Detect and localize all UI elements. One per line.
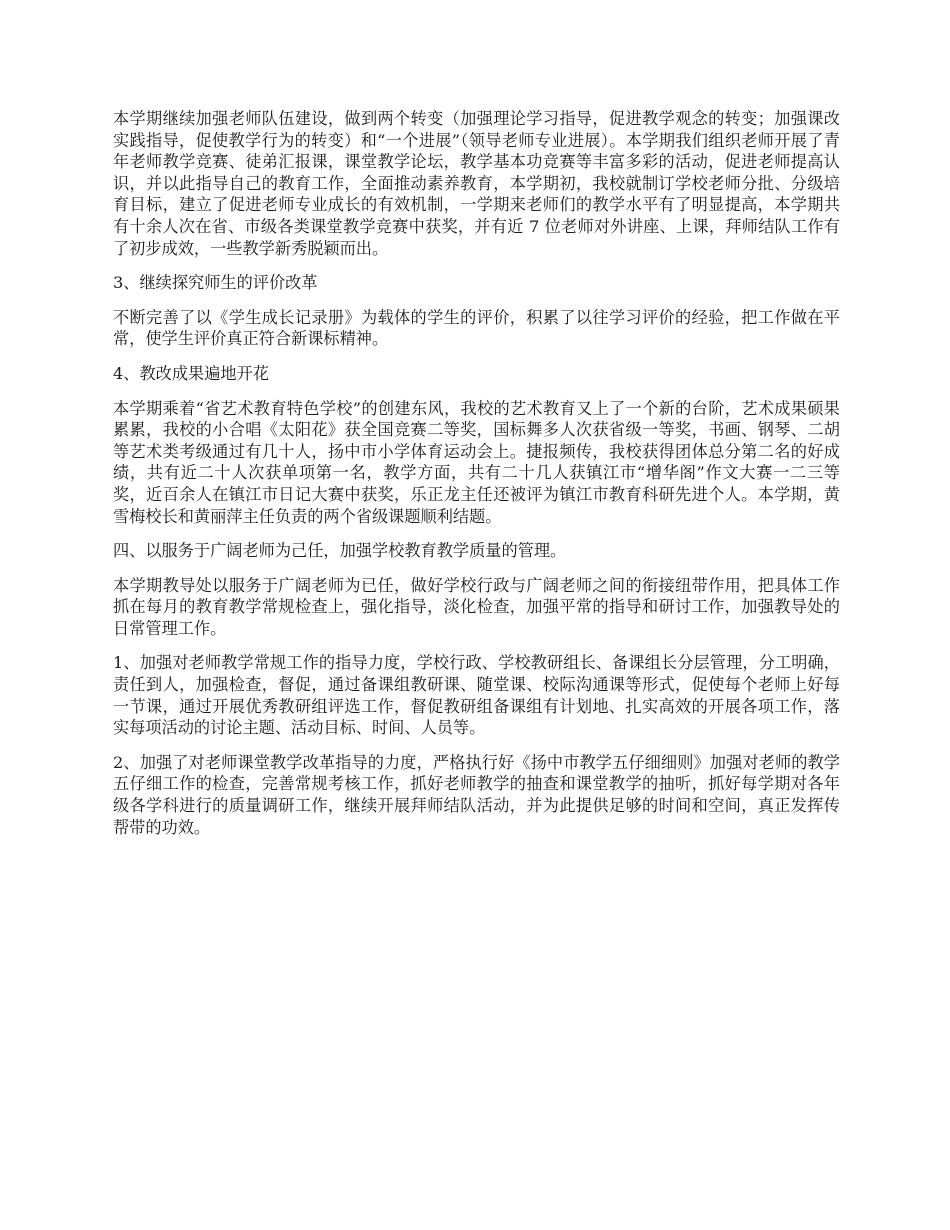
paragraph-art-education-results: 本学期乘着“省艺术教育特色学校”的创建东风，我校的艺术教育又上了一个新的台阶，艺术成果硕果累累，我校的小合唱《太阳花》获全国竞赛二等奖，国标舞多人次获省级一等奖，书画、钢琴、二胡等艺术类考级通过有几十人，扬中市小学体育运动会上。捷报频传，我校获得团体总分第二名的好成绩，共有近二十人次获单项第一名，教学方面，共有二十几人获镇江市“增华阁”作文大赛一二三等奖，近百余人在镇江市日记大赛中获奖，乐正龙主任还被评为镇江市教育科研先进个人。本学期，黄雪梅校长和黄丽萍主任负责的两个省级课题顺利结题。 <box>113 398 840 526</box>
paragraph-teaching-office-service: 本学期教导处以服务于广阔老师为已任，做好学校行政与广阔老师之间的衔接纽带作用，把具体工作抓在每月的教育教学常规检查上，强化指导，淡化检查，加强平常的指导和研讨工作，加强教导处的日常管理工作。 <box>113 575 840 638</box>
section-heading-reform-results: 4、教改成果遍地开花 <box>113 363 269 383</box>
paragraph-routine-guidance: 1、加强对老师教学常规工作的指导力度，学校行政、学校教研组长、备课组长分层管理，分工明确，责任到人，加强检查，督促，通过备课组教研课、随堂课、校际沟通课等形式，促使每个老师上好每一节课，通过开展优秀教研组评选工作，督促教研组备课组有计划地、扎实高效的开展各项工作，落实每项活动的讨论主题、活动目标、时间、人员等。 <box>113 653 840 738</box>
document-body <box>113 108 840 851</box>
paragraph-student-evaluation: 不断完善了以《学生成长记录册》为载体的学生的评价，积累了以往学习评价的经验，把工作做在平常，使学生评价真正符合新课标精神。 <box>113 307 840 349</box>
paragraph-classroom-reform: 2、加强了对老师课堂教学改革指导的力度，严格执行好《扬中市教学五仔细细则》加强对老师的教学五仔细工作的检查，完善常规考核工作，抓好老师教学的抽查和课堂教学的抽听，抓好每学期对各年级各学科进行的质量调研工作，继续开展拜师结队活动，并为此提供足够的时间和空间，真正发挥传帮带的功效。 <box>113 752 840 837</box>
section-heading-evaluation-reform: 3、继续探究师生的评价改革 <box>113 273 318 293</box>
section-heading-quality-management: 四、以服务于广阔老师为己任，加强学校教育教学质量的管理。 <box>113 541 567 561</box>
paragraph-teacher-team-building: 本学期继续加强老师队伍建设，做到两个转变（加强理论学习指导，促进教学观念的转变；加强课改实践指导，促使教学行为的转变）和“一个进展”（领导老师专业进展）。本学期我们组织老师开展了青年老师教学竞赛、徒弟汇报课，课堂教学论坛，教学基本功竞赛等丰富多彩的活动，促进老师提高认识，并以此指导自己的教育工作，全面推动素养教育，本学期初，我校就制订学校老师分批、分级培育目标，建立了促进老师专业成长的有效机制，一学期来老师们的教学水平有了明显提高，本学期共有十余人次在省、市级各类课堂教学竞赛中获奖，并有近 7 位老师对外讲座、上课，拜师结队工作有了初步成效，一些教学新秀脱颖而出。 <box>113 109 840 258</box>
